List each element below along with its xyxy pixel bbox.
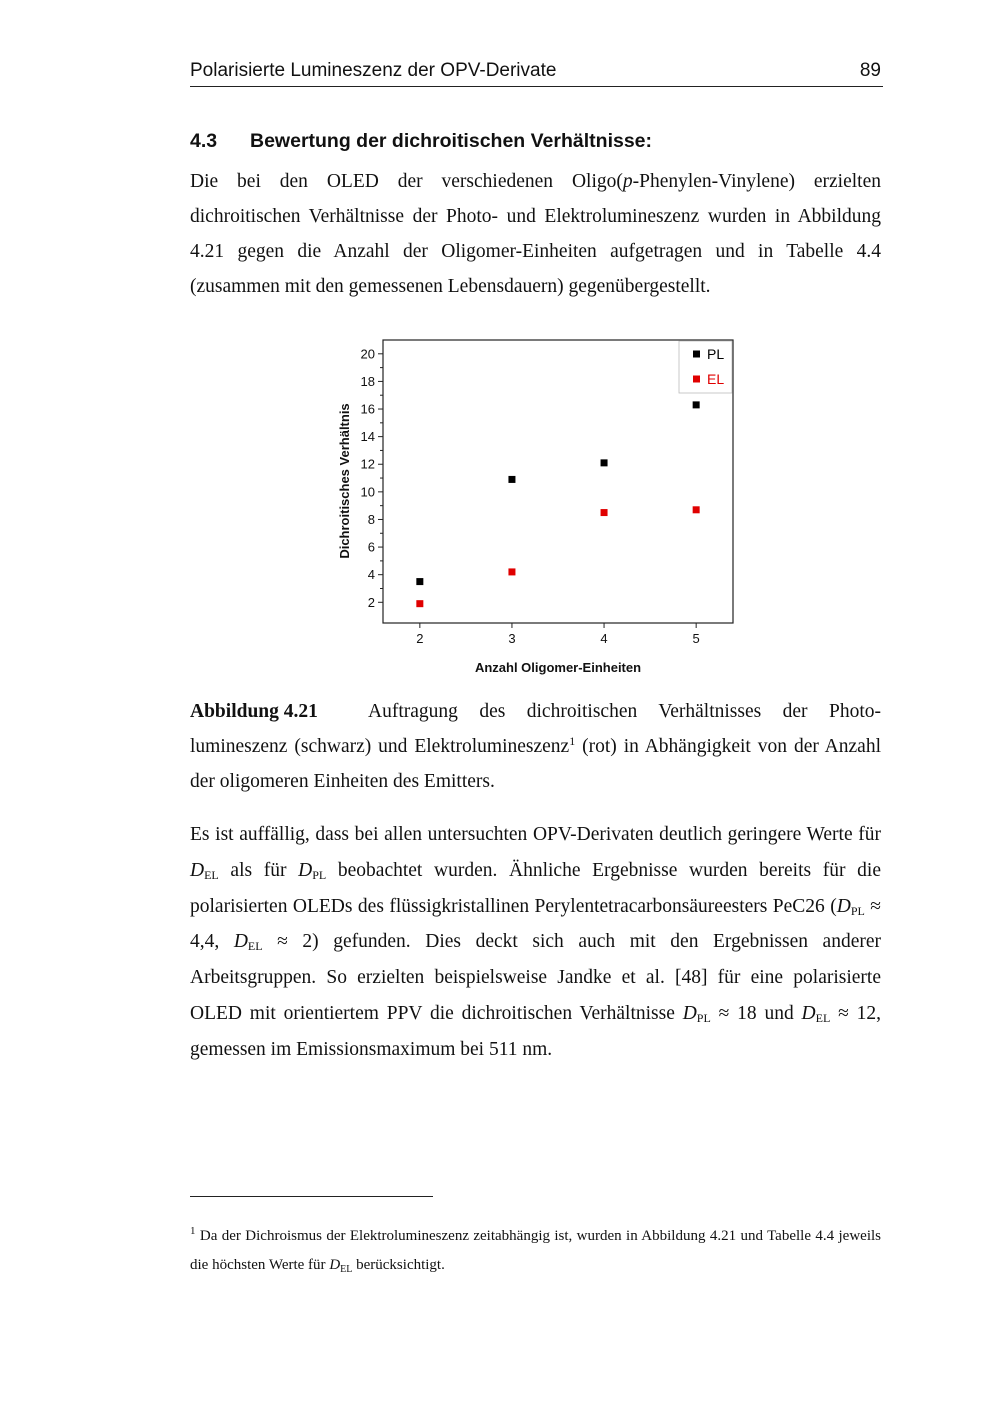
text-run: ≈ 12, gemessen im Emissionsmaximum bei 511 nm. [190, 1002, 882, 1060]
figure-caption [190, 694, 881, 799]
footnote [190, 1222, 881, 1280]
data-point-el [693, 506, 700, 513]
page-number: 89 [859, 60, 881, 81]
y-tick-label: 12 [360, 456, 375, 472]
text-run: p [622, 171, 633, 192]
section-number: 4.3 [190, 130, 218, 152]
text-run: Es ist auffällig, dass bei allen untersuchten OPV-Derivaten deutlich geringere Werte für [190, 824, 881, 845]
x-tick-label: 2 [416, 631, 424, 646]
x-tick-label: 5 [692, 631, 700, 646]
symbol-D: D [233, 931, 248, 953]
data-point-el [508, 568, 515, 575]
text-run: ≈ 2) gefunden. Dies deckt sich auch mit den Ergebnissen anderer Arbeitsgruppen. So erzielten beispielsweise Jandke et al. [48] für eine polarisierte OLED mit orientiertem PPV die dichroitischen Verhältnisse [190, 931, 882, 1024]
text-run: (rot) in Abhängigkeit von der Anzahl der oligomeren Einheiten des Emitters. [190, 736, 881, 792]
symbol-D: D [836, 895, 851, 917]
legend-label-el: EL [707, 371, 725, 387]
y-tick-label: 2 [367, 594, 375, 610]
text-run: beobachtet wurden. Ähnliche Ergebnisse wurden bereits für die polarisierten OLEDs des flüssigkristallinen Perylentetracarbonsäureesters PeC26 ( [190, 859, 881, 917]
symbol-D: D [682, 1002, 697, 1024]
text-run: Auftragung des dichroitischen Verhältnisses der Photolumineszenz (schwarz) und Elektrolumineszenz [190, 701, 881, 757]
subscript-EL: EL [247, 939, 263, 954]
caption-label: Abbildung 4.21 [190, 701, 318, 722]
text-run: Die bei den OLED der verschiedenen Oligo( [190, 171, 623, 192]
data-point-pl [508, 476, 515, 483]
subscript-EL: EL [815, 1010, 831, 1025]
y-axis-label: Dichroitisches Verhältnis [337, 403, 352, 559]
footnote-mark: 1 [190, 1225, 196, 1237]
y-tick-label: 18 [360, 373, 375, 389]
data-point-pl [693, 401, 700, 408]
x-tick-label: 3 [508, 631, 516, 646]
data-point-el [416, 600, 423, 607]
footnote-ref: 1 [569, 734, 576, 748]
subscript-EL: EL [340, 1264, 353, 1275]
figure-4-21 [333, 330, 745, 680]
text-run: Da der Dichroismus der Elektrolumineszenz zeitabhängig ist, wurden in Abbildung 4.21 und Tabelle 4.4 jeweils die höchsten Werte für [190, 1228, 881, 1273]
section-title: Bewertung der dichroitischen Verhältnisse: [250, 130, 653, 152]
y-tick-label: 20 [360, 346, 375, 362]
symbol-D: D [801, 1002, 816, 1024]
y-tick-label: 16 [360, 401, 375, 417]
text-run: ≈ 4,4, [190, 895, 881, 953]
x-axis-label: Anzahl Oligomer-Einheiten [474, 660, 642, 675]
legend-label-pl: PL [707, 346, 725, 362]
symbol-D: D [329, 1257, 341, 1273]
subscript-EL: EL [204, 867, 219, 882]
data-point-pl [601, 459, 608, 466]
y-tick-label: 14 [360, 429, 375, 445]
subscript-PL: PL [696, 1010, 711, 1025]
legend-marker-el [693, 376, 700, 383]
y-tick-label: 4 [367, 567, 375, 583]
running-title: Polarisierte Lumineszenz der OPV-Derivate [190, 60, 557, 81]
y-tick-label: 8 [367, 511, 375, 527]
chart-legend [679, 341, 732, 393]
subscript-PL: PL [850, 903, 865, 918]
text-run: berücksichtigt. [352, 1257, 445, 1273]
page-header [190, 58, 883, 87]
data-point-el [601, 509, 608, 516]
section-heading [190, 130, 652, 153]
paragraph-intro [190, 164, 881, 304]
scatter-chart [333, 330, 745, 680]
footnote-separator [190, 1196, 433, 1197]
symbol-D: D [190, 859, 205, 881]
y-tick-label: 10 [360, 484, 375, 500]
subscript-PL: PL [312, 867, 327, 882]
symbol-D: D [298, 859, 313, 881]
legend-marker-pl [693, 351, 700, 358]
text-run: als für [218, 859, 299, 881]
text-run: ≈ 18 und [710, 1002, 802, 1024]
paragraph-discussion [190, 817, 881, 1068]
text-run: -Phenylen-Vinylene) erzielten dichroitischen Verhältnisse der Photo- und Elektrolumineszenz wurden in Abbildung 4.21 gegen die Anzahl der Oligomer-Einheiten aufgetragen und in Tabelle 4.4 (zusammen mit den gemessenen Lebensdauern) gegenübergestellt. [190, 171, 881, 297]
y-tick-label: 6 [367, 539, 375, 555]
x-tick-label: 4 [600, 631, 608, 646]
data-point-pl [416, 578, 423, 585]
